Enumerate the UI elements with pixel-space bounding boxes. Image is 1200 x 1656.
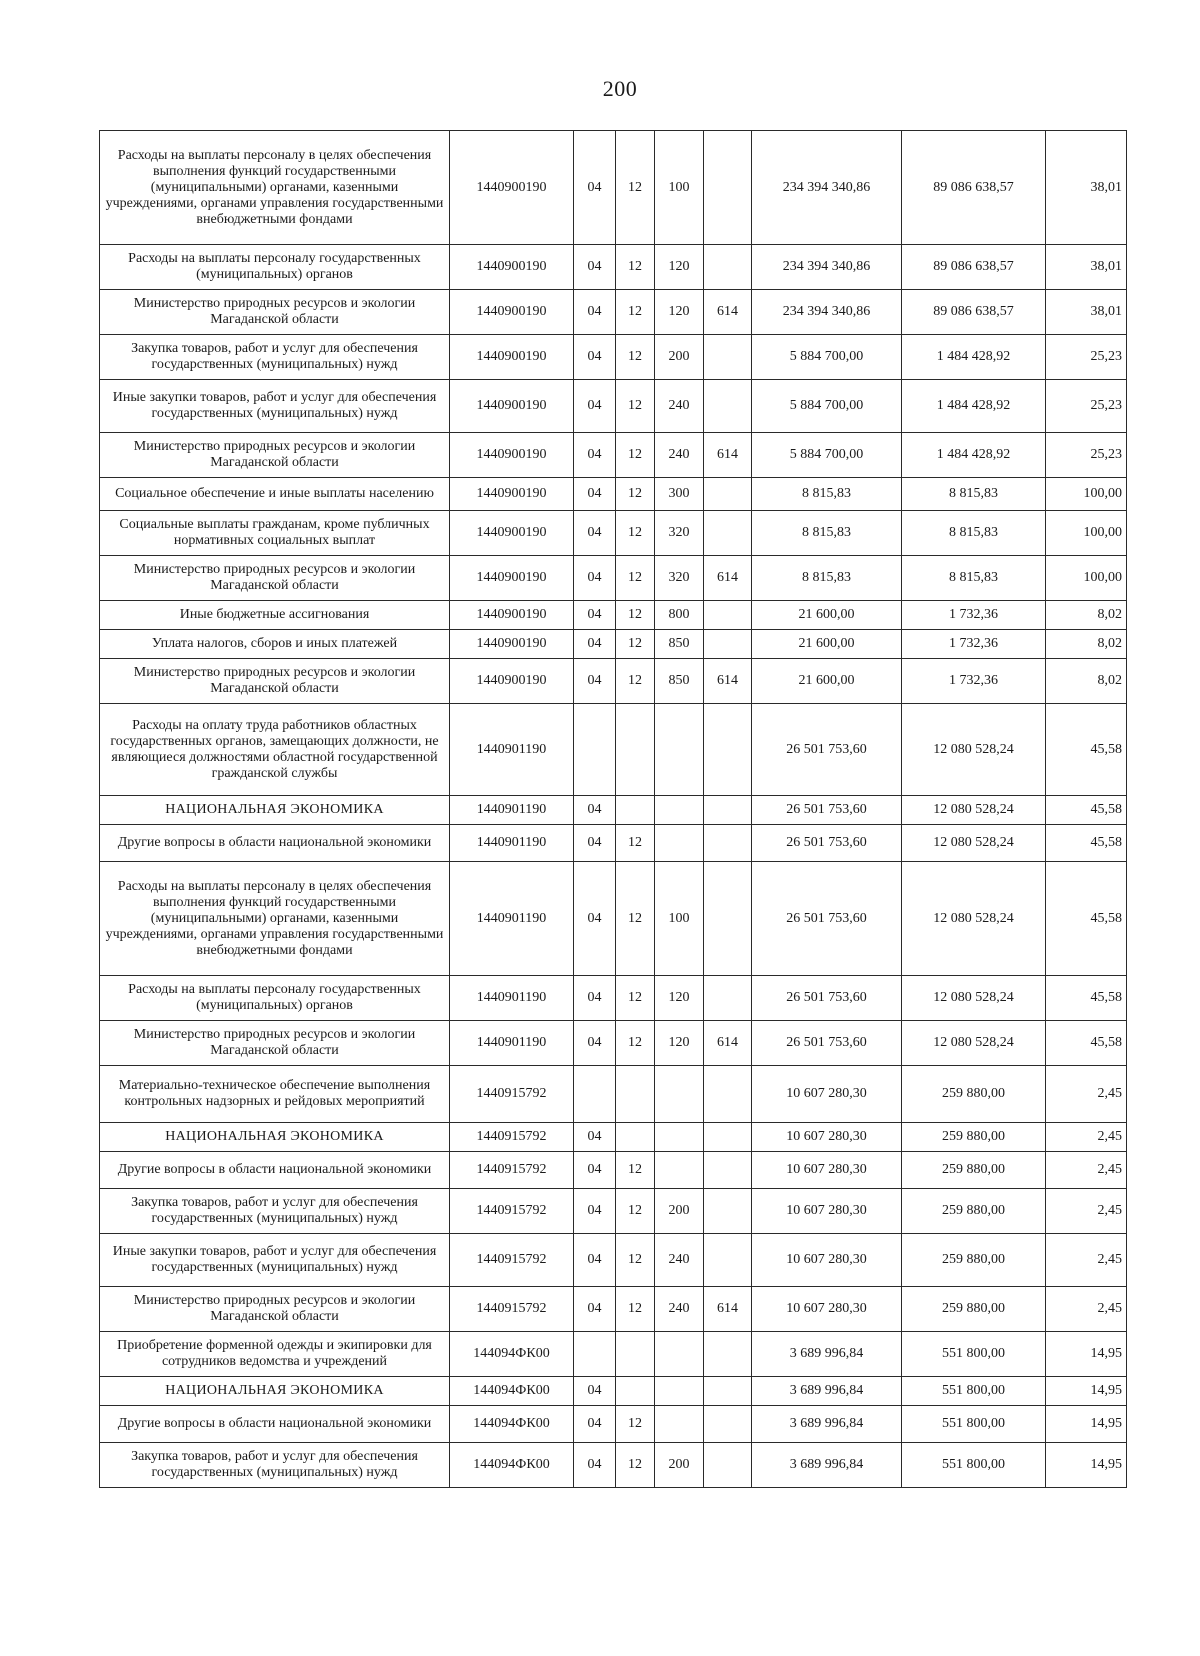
cell-csr: 1440900190 <box>450 433 574 478</box>
cell-csr: 1440901190 <box>450 1021 574 1066</box>
cell-csr: 144094ФК00 <box>450 1332 574 1377</box>
cell-expense-type: 120 <box>655 290 704 335</box>
cell-percent: 25,23 <box>1046 335 1127 380</box>
cell-csr: 1440915792 <box>450 1234 574 1287</box>
table-row <box>100 1287 1127 1332</box>
cell-subsection <box>616 1123 655 1152</box>
cell-plan: 10 607 280,30 <box>752 1189 902 1234</box>
cell-expense-type <box>655 1152 704 1189</box>
table-row <box>100 1189 1127 1234</box>
cell-csr: 1440900190 <box>450 245 574 290</box>
cell-section: 04 <box>574 131 616 245</box>
cell-expense-type <box>655 796 704 825</box>
cell-expense-type <box>655 1377 704 1406</box>
cell-plan: 21 600,00 <box>752 630 902 659</box>
cell-csr: 1440915792 <box>450 1287 574 1332</box>
cell-plan: 8 815,83 <box>752 478 902 511</box>
cell-csr: 1440915792 <box>450 1066 574 1123</box>
cell-department: 614 <box>704 433 752 478</box>
cell-plan: 26 501 753,60 <box>752 796 902 825</box>
cell-name: Министерство природных ресурсов и экологии Магаданской области <box>100 556 450 601</box>
cell-percent: 2,45 <box>1046 1152 1127 1189</box>
cell-executed: 1 484 428,92 <box>902 433 1046 478</box>
cell-section: 04 <box>574 1443 616 1488</box>
cell-expense-type: 200 <box>655 335 704 380</box>
cell-percent: 100,00 <box>1046 556 1127 601</box>
cell-expense-type: 120 <box>655 1021 704 1066</box>
cell-department <box>704 245 752 290</box>
cell-expense-type: 200 <box>655 1189 704 1234</box>
cell-section: 04 <box>574 659 616 704</box>
table-row <box>100 825 1127 862</box>
cell-subsection <box>616 1066 655 1123</box>
cell-section: 04 <box>574 433 616 478</box>
cell-section <box>574 1332 616 1377</box>
cell-expense-type <box>655 704 704 796</box>
cell-name: Иные закупки товаров, работ и услуг для обеспечения государственных (муниципальных) нужд <box>100 1234 450 1287</box>
cell-percent: 45,58 <box>1046 825 1127 862</box>
cell-plan: 5 884 700,00 <box>752 433 902 478</box>
cell-percent: 38,01 <box>1046 290 1127 335</box>
cell-name: Закупка товаров, работ и услуг для обеспечения государственных (муниципальных) нужд <box>100 1189 450 1234</box>
cell-percent: 2,45 <box>1046 1066 1127 1123</box>
cell-expense-type <box>655 825 704 862</box>
cell-name: Закупка товаров, работ и услуг для обеспечения государственных (муниципальных) нужд <box>100 1443 450 1488</box>
cell-name: Министерство природных ресурсов и экологии Магаданской области <box>100 1021 450 1066</box>
cell-csr: 1440901190 <box>450 796 574 825</box>
table-row <box>100 433 1127 478</box>
cell-name: НАЦИОНАЛЬНАЯ ЭКОНОМИКА <box>100 796 450 825</box>
table-row <box>100 1066 1127 1123</box>
cell-executed: 89 086 638,57 <box>902 290 1046 335</box>
cell-name: Иные закупки товаров, работ и услуг для обеспечения государственных (муниципальных) нужд <box>100 380 450 433</box>
cell-department: 614 <box>704 556 752 601</box>
table-row <box>100 704 1127 796</box>
cell-csr: 1440901190 <box>450 825 574 862</box>
table-row <box>100 478 1127 511</box>
cell-plan: 26 501 753,60 <box>752 976 902 1021</box>
table-row <box>100 511 1127 556</box>
cell-section: 04 <box>574 1021 616 1066</box>
cell-expense-type <box>655 1123 704 1152</box>
cell-expense-type: 120 <box>655 976 704 1021</box>
cell-section: 04 <box>574 1152 616 1189</box>
cell-executed: 12 080 528,24 <box>902 976 1046 1021</box>
cell-name: Расходы на выплаты персоналу в целях обеспечения выполнения функций государственными (муниципальными) органами, казенными учреждениями, органами управления государственными внебюджетными фондами <box>100 862 450 976</box>
cell-executed: 1 732,36 <box>902 630 1046 659</box>
cell-plan: 10 607 280,30 <box>752 1287 902 1332</box>
cell-section <box>574 704 616 796</box>
cell-subsection: 12 <box>616 1443 655 1488</box>
cell-section: 04 <box>574 1234 616 1287</box>
cell-department: 614 <box>704 1021 752 1066</box>
cell-section: 04 <box>574 556 616 601</box>
cell-plan: 21 600,00 <box>752 659 902 704</box>
table-row <box>100 796 1127 825</box>
cell-csr: 1440900190 <box>450 335 574 380</box>
cell-section: 04 <box>574 601 616 630</box>
cell-department <box>704 1443 752 1488</box>
table-row <box>100 1443 1127 1488</box>
cell-subsection: 12 <box>616 335 655 380</box>
cell-expense-type <box>655 1066 704 1123</box>
table-row <box>100 380 1127 433</box>
cell-percent: 45,58 <box>1046 704 1127 796</box>
cell-csr: 1440900190 <box>450 601 574 630</box>
cell-percent: 8,02 <box>1046 630 1127 659</box>
cell-expense-type <box>655 1406 704 1443</box>
cell-department <box>704 1189 752 1234</box>
page-number: 200 <box>602 76 638 101</box>
cell-csr: 1440900190 <box>450 478 574 511</box>
cell-executed: 12 080 528,24 <box>902 825 1046 862</box>
cell-plan: 21 600,00 <box>752 601 902 630</box>
cell-executed: 259 880,00 <box>902 1189 1046 1234</box>
cell-csr: 1440900190 <box>450 290 574 335</box>
cell-plan: 3 689 996,84 <box>752 1332 902 1377</box>
cell-subsection: 12 <box>616 245 655 290</box>
cell-subsection: 12 <box>616 380 655 433</box>
cell-section: 04 <box>574 478 616 511</box>
cell-section: 04 <box>574 511 616 556</box>
cell-subsection: 12 <box>616 630 655 659</box>
cell-name: Расходы на выплаты персоналу государственных (муниципальных) органов <box>100 245 450 290</box>
cell-plan: 5 884 700,00 <box>752 335 902 380</box>
cell-name: Закупка товаров, работ и услуг для обеспечения государственных (муниципальных) нужд <box>100 335 450 380</box>
cell-executed: 89 086 638,57 <box>902 131 1046 245</box>
cell-subsection: 12 <box>616 825 655 862</box>
cell-percent: 14,95 <box>1046 1377 1127 1406</box>
cell-subsection: 12 <box>616 659 655 704</box>
cell-section: 04 <box>574 380 616 433</box>
cell-section: 04 <box>574 1377 616 1406</box>
cell-percent: 45,58 <box>1046 1021 1127 1066</box>
cell-subsection: 12 <box>616 1406 655 1443</box>
cell-expense-type: 240 <box>655 380 704 433</box>
cell-department <box>704 1066 752 1123</box>
cell-subsection <box>616 1377 655 1406</box>
table-row <box>100 245 1127 290</box>
cell-name: Иные бюджетные ассигнования <box>100 601 450 630</box>
cell-expense-type: 800 <box>655 601 704 630</box>
cell-name: Расходы на выплаты персоналу государственных (муниципальных) органов <box>100 976 450 1021</box>
table-row <box>100 556 1127 601</box>
cell-department <box>704 862 752 976</box>
cell-section <box>574 1066 616 1123</box>
cell-expense-type: 120 <box>655 245 704 290</box>
cell-plan: 3 689 996,84 <box>752 1377 902 1406</box>
cell-plan: 26 501 753,60 <box>752 862 902 976</box>
cell-plan: 234 394 340,86 <box>752 290 902 335</box>
table-row <box>100 1234 1127 1287</box>
cell-csr: 1440901190 <box>450 976 574 1021</box>
table-row <box>100 1332 1127 1377</box>
cell-section: 04 <box>574 1287 616 1332</box>
cell-name: Министерство природных ресурсов и экологии Магаданской области <box>100 433 450 478</box>
cell-percent: 25,23 <box>1046 380 1127 433</box>
cell-expense-type: 240 <box>655 1234 704 1287</box>
cell-csr: 1440900190 <box>450 131 574 245</box>
cell-executed: 8 815,83 <box>902 556 1046 601</box>
cell-csr: 144094ФК00 <box>450 1406 574 1443</box>
cell-plan: 5 884 700,00 <box>752 380 902 433</box>
cell-department <box>704 1377 752 1406</box>
cell-department <box>704 1406 752 1443</box>
cell-subsection: 12 <box>616 601 655 630</box>
cell-subsection <box>616 1332 655 1377</box>
cell-department <box>704 478 752 511</box>
cell-percent: 14,95 <box>1046 1406 1127 1443</box>
cell-plan: 234 394 340,86 <box>752 245 902 290</box>
cell-section: 04 <box>574 1123 616 1152</box>
cell-name: Другие вопросы в области национальной экономики <box>100 825 450 862</box>
cell-csr: 1440915792 <box>450 1123 574 1152</box>
cell-section: 04 <box>574 1189 616 1234</box>
cell-executed: 259 880,00 <box>902 1234 1046 1287</box>
cell-percent: 38,01 <box>1046 131 1127 245</box>
cell-percent: 45,58 <box>1046 862 1127 976</box>
cell-executed: 1 732,36 <box>902 659 1046 704</box>
cell-name: Социальные выплаты гражданам, кроме публичных нормативных социальных выплат <box>100 511 450 556</box>
table-row <box>100 1123 1127 1152</box>
cell-department: 614 <box>704 1287 752 1332</box>
cell-plan: 10 607 280,30 <box>752 1152 902 1189</box>
cell-executed: 12 080 528,24 <box>902 862 1046 976</box>
cell-subsection: 12 <box>616 976 655 1021</box>
cell-percent: 8,02 <box>1046 601 1127 630</box>
table-row <box>100 1152 1127 1189</box>
cell-subsection <box>616 704 655 796</box>
cell-section: 04 <box>574 976 616 1021</box>
cell-section: 04 <box>574 1406 616 1443</box>
cell-executed: 259 880,00 <box>902 1066 1046 1123</box>
cell-executed: 1 484 428,92 <box>902 380 1046 433</box>
cell-percent: 25,23 <box>1046 433 1127 478</box>
cell-department <box>704 704 752 796</box>
cell-percent: 2,45 <box>1046 1234 1127 1287</box>
cell-percent: 14,95 <box>1046 1443 1127 1488</box>
table-row <box>100 862 1127 976</box>
cell-name: Материально-техническое обеспечение выполнения контрольных надзорных и рейдовых мероприятий <box>100 1066 450 1123</box>
cell-executed: 551 800,00 <box>902 1443 1046 1488</box>
cell-subsection: 12 <box>616 433 655 478</box>
cell-executed: 259 880,00 <box>902 1152 1046 1189</box>
cell-executed: 551 800,00 <box>902 1406 1046 1443</box>
cell-expense-type: 200 <box>655 1443 704 1488</box>
cell-csr: 1440900190 <box>450 630 574 659</box>
cell-name: Социальное обеспечение и иные выплаты населению <box>100 478 450 511</box>
cell-name: НАЦИОНАЛЬНАЯ ЭКОНОМИКА <box>100 1377 450 1406</box>
table-row <box>100 290 1127 335</box>
cell-plan: 234 394 340,86 <box>752 131 902 245</box>
cell-section: 04 <box>574 630 616 659</box>
cell-percent: 100,00 <box>1046 478 1127 511</box>
cell-name: Расходы на оплату труда работников областных государственных органов, замещающих должности, не являющиеся должностями областной государственной гражданской службы <box>100 704 450 796</box>
cell-percent: 45,58 <box>1046 976 1127 1021</box>
cell-department <box>704 825 752 862</box>
cell-department <box>704 1332 752 1377</box>
table-row <box>100 976 1127 1021</box>
cell-department <box>704 1234 752 1287</box>
cell-percent: 2,45 <box>1046 1287 1127 1332</box>
table-row <box>100 630 1127 659</box>
cell-executed: 89 086 638,57 <box>902 245 1046 290</box>
cell-name: Министерство природных ресурсов и экологии Магаданской области <box>100 1287 450 1332</box>
cell-subsection: 12 <box>616 1021 655 1066</box>
cell-name: Другие вопросы в области национальной экономики <box>100 1406 450 1443</box>
cell-department <box>704 380 752 433</box>
cell-subsection: 12 <box>616 862 655 976</box>
cell-department <box>704 1123 752 1152</box>
cell-percent: 2,45 <box>1046 1189 1127 1234</box>
cell-expense-type: 240 <box>655 1287 704 1332</box>
cell-department <box>704 796 752 825</box>
cell-name: НАЦИОНАЛЬНАЯ ЭКОНОМИКА <box>100 1123 450 1152</box>
cell-subsection: 12 <box>616 511 655 556</box>
cell-csr: 1440901190 <box>450 704 574 796</box>
cell-expense-type: 850 <box>655 659 704 704</box>
cell-executed: 551 800,00 <box>902 1377 1046 1406</box>
cell-subsection: 12 <box>616 478 655 511</box>
cell-plan: 10 607 280,30 <box>752 1066 902 1123</box>
cell-percent: 100,00 <box>1046 511 1127 556</box>
cell-executed: 12 080 528,24 <box>902 796 1046 825</box>
cell-section: 04 <box>574 245 616 290</box>
cell-section: 04 <box>574 825 616 862</box>
cell-csr: 1440900190 <box>450 659 574 704</box>
cell-subsection: 12 <box>616 1189 655 1234</box>
cell-percent: 38,01 <box>1046 245 1127 290</box>
cell-csr: 1440900190 <box>450 556 574 601</box>
table-body <box>100 131 1127 1488</box>
cell-csr: 1440900190 <box>450 511 574 556</box>
cell-section: 04 <box>574 796 616 825</box>
cell-name: Расходы на выплаты персоналу в целях обеспечения выполнения функций государственными (муниципальными) органами, казенными учреждениями, органами управления государственными внебюджетными фондами <box>100 131 450 245</box>
cell-executed: 8 815,83 <box>902 511 1046 556</box>
cell-plan: 26 501 753,60 <box>752 1021 902 1066</box>
cell-executed: 12 080 528,24 <box>902 1021 1046 1066</box>
cell-executed: 1 484 428,92 <box>902 335 1046 380</box>
budget-table <box>99 130 1127 1488</box>
cell-department <box>704 1152 752 1189</box>
table-row <box>100 131 1127 245</box>
table-row <box>100 1377 1127 1406</box>
cell-subsection: 12 <box>616 290 655 335</box>
cell-department <box>704 976 752 1021</box>
cell-subsection <box>616 796 655 825</box>
cell-percent: 45,58 <box>1046 796 1127 825</box>
cell-department <box>704 335 752 380</box>
cell-csr: 1440901190 <box>450 862 574 976</box>
cell-section: 04 <box>574 862 616 976</box>
cell-subsection: 12 <box>616 131 655 245</box>
cell-department: 614 <box>704 290 752 335</box>
cell-csr: 1440915792 <box>450 1152 574 1189</box>
cell-expense-type: 240 <box>655 433 704 478</box>
cell-executed: 551 800,00 <box>902 1332 1046 1377</box>
cell-subsection: 12 <box>616 556 655 601</box>
cell-plan: 8 815,83 <box>752 511 902 556</box>
cell-subsection: 12 <box>616 1152 655 1189</box>
cell-name: Министерство природных ресурсов и экологии Магаданской области <box>100 290 450 335</box>
cell-name: Министерство природных ресурсов и экологии Магаданской области <box>100 659 450 704</box>
cell-percent: 2,45 <box>1046 1123 1127 1152</box>
cell-csr: 1440900190 <box>450 380 574 433</box>
cell-executed: 259 880,00 <box>902 1287 1046 1332</box>
cell-subsection: 12 <box>616 1287 655 1332</box>
cell-percent: 14,95 <box>1046 1332 1127 1377</box>
cell-plan: 26 501 753,60 <box>752 704 902 796</box>
cell-executed: 8 815,83 <box>902 478 1046 511</box>
cell-expense-type: 100 <box>655 862 704 976</box>
table-row <box>100 601 1127 630</box>
cell-department: 614 <box>704 659 752 704</box>
cell-executed: 259 880,00 <box>902 1123 1046 1152</box>
table-row <box>100 335 1127 380</box>
cell-expense-type: 100 <box>655 131 704 245</box>
cell-name: Приобретение форменной одежды и экипировки для сотрудников ведомства и учреждений <box>100 1332 450 1377</box>
cell-section: 04 <box>574 335 616 380</box>
cell-plan: 26 501 753,60 <box>752 825 902 862</box>
cell-name: Уплата налогов, сборов и иных платежей <box>100 630 450 659</box>
cell-csr: 144094ФК00 <box>450 1377 574 1406</box>
cell-expense-type <box>655 1332 704 1377</box>
cell-csr: 1440915792 <box>450 1189 574 1234</box>
table-row <box>100 659 1127 704</box>
cell-plan: 10 607 280,30 <box>752 1234 902 1287</box>
cell-department <box>704 630 752 659</box>
cell-name: Другие вопросы в области национальной экономики <box>100 1152 450 1189</box>
cell-subsection: 12 <box>616 1234 655 1287</box>
cell-plan: 10 607 280,30 <box>752 1123 902 1152</box>
cell-expense-type: 300 <box>655 478 704 511</box>
cell-expense-type: 320 <box>655 556 704 601</box>
cell-plan: 3 689 996,84 <box>752 1443 902 1488</box>
table-row <box>100 1021 1127 1066</box>
cell-percent: 8,02 <box>1046 659 1127 704</box>
cell-executed: 1 732,36 <box>902 601 1046 630</box>
cell-expense-type: 850 <box>655 630 704 659</box>
cell-department <box>704 511 752 556</box>
cell-csr: 144094ФК00 <box>450 1443 574 1488</box>
cell-section: 04 <box>574 290 616 335</box>
cell-expense-type: 320 <box>655 511 704 556</box>
cell-department <box>704 601 752 630</box>
cell-plan: 3 689 996,84 <box>752 1406 902 1443</box>
cell-plan: 8 815,83 <box>752 556 902 601</box>
cell-department <box>704 131 752 245</box>
cell-executed: 12 080 528,24 <box>902 704 1046 796</box>
table-row <box>100 1406 1127 1443</box>
